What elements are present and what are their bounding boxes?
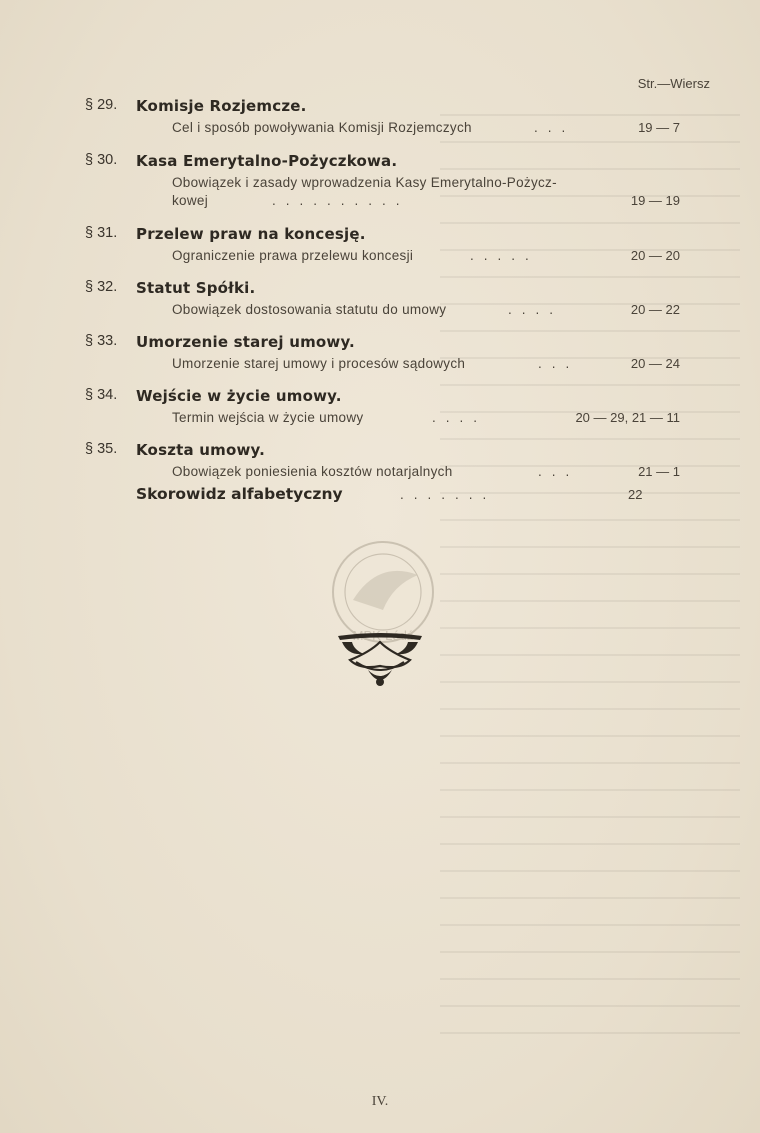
page-number: IV. xyxy=(371,1094,389,1109)
leader-dots: ... xyxy=(538,356,580,371)
page-reference: 20 — 20 xyxy=(630,248,680,263)
ornament-icon xyxy=(330,630,430,692)
page-reference: 20 — 22 xyxy=(630,302,680,317)
page-reference: 21 — 1 xyxy=(638,464,680,479)
section-description: Termin wejścia w życie umowy xyxy=(172,410,364,425)
section-description: Obowiązek i zasady wprowadzenia Kasy Emerytalno-Pożycz- xyxy=(172,175,557,190)
section-title: Wejście w życie umowy. xyxy=(136,387,342,405)
section-description: Umorzenie starej umowy i procesów sądowych xyxy=(172,356,466,371)
leader-dots: ....... xyxy=(400,487,497,502)
section-number: § 31. xyxy=(85,225,118,241)
leader-dots: .... xyxy=(508,302,564,317)
section-description: Obowiązek dostosowania statutu do umowy xyxy=(172,302,447,317)
leader-dots: ... xyxy=(538,464,580,479)
index-title: Skorowidz alfabetyczny xyxy=(136,485,343,503)
section-title: Kasa Emerytalno-Pożyczkowa. xyxy=(136,152,398,170)
section-title: Statut Spółki. xyxy=(136,279,256,297)
section-description: Obowiązek poniesienia kosztów notarjalnych xyxy=(172,464,453,479)
section-description: Ograniczenie prawa przelewu koncesji xyxy=(172,248,414,263)
section-number: § 32. xyxy=(85,279,118,295)
leader-dots: ... xyxy=(534,120,576,135)
section-title: Koszta umowy. xyxy=(136,441,266,459)
section-number: § 34. xyxy=(85,387,118,403)
section-number: § 33. xyxy=(85,333,118,349)
section-title: Przelew praw na koncesję. xyxy=(136,225,366,243)
section-number: § 29. xyxy=(85,97,118,113)
column-header: Str.—Wiersz xyxy=(637,76,710,91)
section-number: § 30. xyxy=(85,152,118,168)
bleed-through-texture xyxy=(440,100,740,1050)
leader-dots: .......... xyxy=(272,193,410,208)
page-reference: 19 — 19 xyxy=(630,193,680,208)
leader-dots: ..... xyxy=(470,248,539,263)
page-reference: 19 — 7 xyxy=(638,120,680,135)
section-description: Cel i sposób powoływania Komisji Rozjemczych xyxy=(172,120,472,135)
section-description-cont: kowej xyxy=(172,193,209,208)
section-title: Komisje Rozjemcze. xyxy=(136,97,307,115)
page-reference: 20 — 29, 21 — 11 xyxy=(575,410,680,425)
page-reference: 20 — 24 xyxy=(630,356,680,371)
leader-dots: .... xyxy=(432,410,488,425)
section-title: Umorzenie starej umowy. xyxy=(136,333,355,351)
page-reference: 22 xyxy=(628,487,643,502)
section-number: § 35. xyxy=(85,441,118,457)
